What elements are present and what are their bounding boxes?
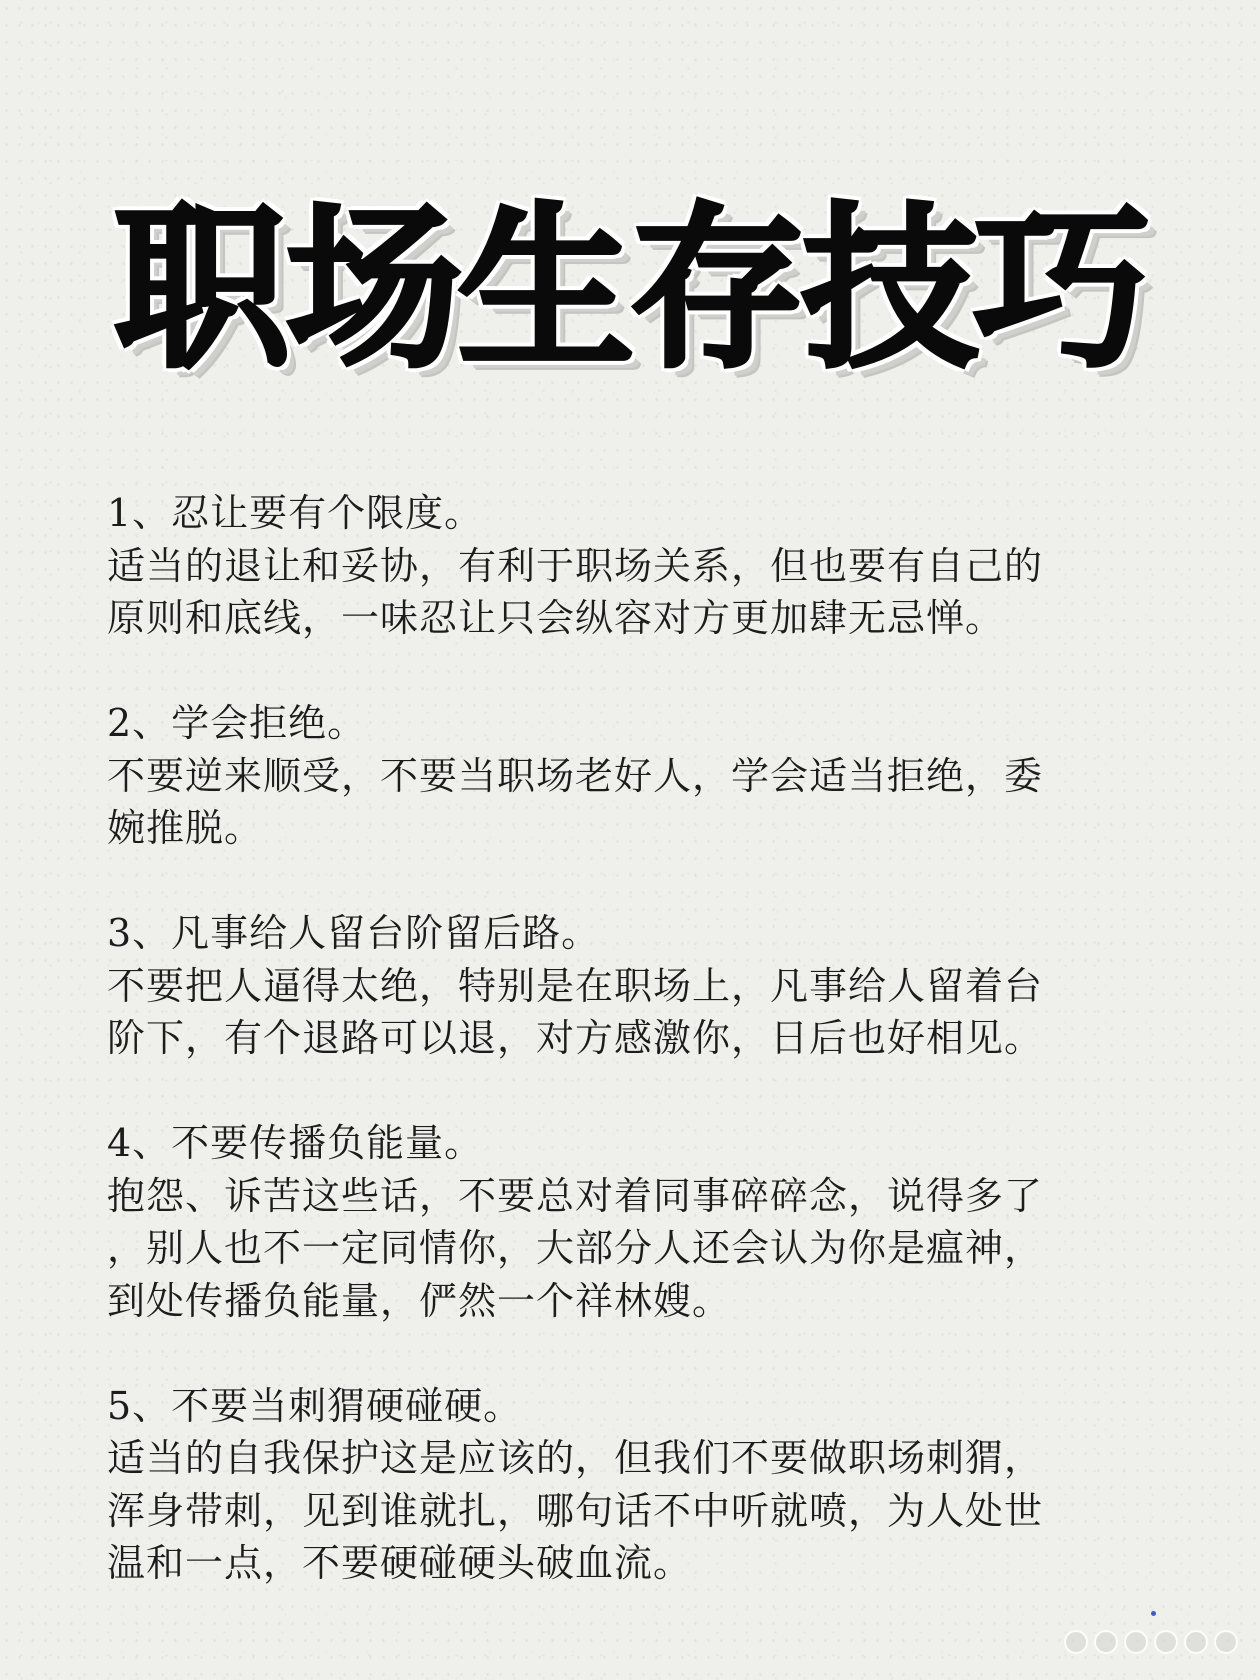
tip-text-line: 浑身带刺，见到谁就扎，哪句话不中听就喷，为人处世	[107, 1488, 1044, 1533]
page-title: 职场生存技巧	[113, 187, 1146, 392]
tip-heading: 1、忍让要有个限度。	[107, 491, 484, 535]
tip-text-line: 原则和底线，一味忍让只会纵容对方更加肆无忌惮。	[107, 596, 1005, 640]
tip-text-line: 适当的自我保护这是应该的，但我们不要做职场刺猬，	[107, 1436, 1044, 1480]
tip-heading: 2、学会拒绝。	[107, 701, 367, 745]
watermark-dot-icon	[1094, 1630, 1118, 1654]
watermark-dot-icon	[1124, 1630, 1148, 1654]
tips-list	[107, 487, 1167, 1590]
tip-text-line: ，别人也不一定同情你，大部分人还会认为你是瘟神，	[107, 1226, 1044, 1270]
decorative-dot	[1151, 1611, 1156, 1616]
watermark-dot-icon	[1154, 1630, 1178, 1654]
tip-text-line: 到处传播负能量，俨然一个祥林嫂。	[107, 1278, 732, 1323]
tip-section-1	[107, 487, 1167, 645]
tip-section-2	[107, 697, 1167, 855]
tip-text-line: 抱怨、诉苦这些话，不要总对着同事碎碎念，说得多了	[107, 1173, 1044, 1218]
tip-text-line: 阶下，有个退路可以退，对方感激你，日后也好相见。	[107, 1016, 1044, 1060]
tip-text-line: 不要逆来顺受，不要当职场老好人，学会适当拒绝，委	[107, 753, 1044, 798]
watermark-dot-icon	[1064, 1630, 1088, 1654]
watermark-dot-icon	[1214, 1630, 1238, 1654]
tip-text-line: 不要把人逼得太绝，特别是在职场上，凡事给人留着台	[107, 963, 1044, 1008]
tip-heading: 3、凡事给人留台阶留后路。	[107, 911, 601, 955]
tip-heading: 5、不要当刺猬硬碰硬。	[107, 1383, 523, 1428]
tip-section-5	[107, 1380, 1167, 1590]
tip-text-line: 适当的退让和妥协，有利于职场关系，但也要有自己的	[107, 543, 1044, 588]
tip-section-3	[107, 907, 1167, 1065]
watermark-dots	[1064, 1630, 1238, 1654]
watermark-dot-icon	[1184, 1630, 1208, 1654]
tip-heading: 4、不要传播负能量。	[107, 1121, 484, 1165]
tip-text-line: 温和一点，不要硬碰硬头破血流。	[107, 1541, 693, 1585]
tip-section-4	[107, 1117, 1167, 1327]
tip-text-line: 婉推脱。	[107, 806, 264, 850]
